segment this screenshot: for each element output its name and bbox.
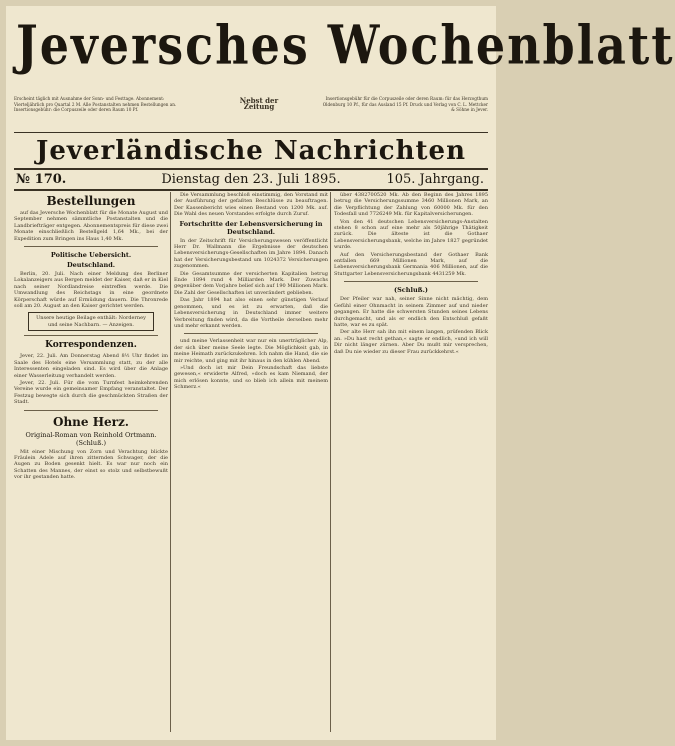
beilage-box: Unsere heutige Beilage enthält: Norderney und seine Nachbarn. — Anzeigen. (28, 312, 154, 331)
heading-bestellungen: Bestellungen (46, 194, 136, 208)
paragraph: und meine Verlassenheit war nur ein unerträglicher Alp, der sich über meine Seele legte. Die Möglichkeit gab, in meine Heimath zurückzukehren. Ich nahm die Hand, die sie mir reichte, und ging mit ihr hinaus in den kühlen Abend. (174, 338, 328, 364)
divider (24, 335, 158, 336)
paragraph: In der Zeitschrift für Versicherungswesen veröffentlicht Herr Dr. Wallmann die Ergebnisse der deutschen Lebensversicherungs-Gesellschaften im Jahre 1894. Danach hat der Versicherungsbestand um 1024372 Versicherungen zugenommen. (174, 237, 328, 270)
paragraph: Mit einer Mischung von Zorn und Verachtung blickte Fräulein Adele auf ihren zitternden Schwager, der die Augen zu Boden gesenkt hielt. Es war nur noch ein Schatten des Mannes, der einst so stolz und selbstbewußt vor ihr gestanden hatte. (14, 448, 168, 481)
column-1 (14, 192, 168, 732)
paragraph: über 4382700520 Mk. Ab den Beginn des Jahres 1895 betrug die Versicherungssumme 3460 Millionen Mark, an die Verpflichtung der Zahlung von 60000 Mk. für den Todesfall und 7726249 Mk. für Kapitalversicherungen. (334, 192, 488, 218)
masthead-title: Jeversches Wochenblatt (16, 14, 675, 77)
paragraph: Der alte Herr sah ihn mit einem langen, prüfenden Blick an. »Du hast recht gethan,« sagte er endlich, »und ich will Dir nicht länger zürnen. Aber Du mußt mir versprechen, daß Du nie wieder zu dieser Frau zurückkehrst.« (334, 329, 488, 355)
issue-date: Dienstag den 23. Juli 1895. (161, 172, 341, 187)
divider (344, 281, 478, 282)
paragraph: Der Pfeiler war nah, seiner Sinne nicht mächtig, dem Gefühl einer Ohnmacht in seinem Zimmer auf und nieder gegangen. Er hatte die schwersten Stunden seines Lebens durchgemacht, und als er endlich den Entschluß gefaßt hatte, war es zu spät. (334, 296, 488, 328)
divider (24, 246, 158, 247)
paragraph: Die Versammlung beschloß einstimmig, den Vorstand mit der Ausführung der gefaßten Beschlüsse zu beauftragen. Der Kassenbericht wies einen Bestand von 1200 Mk. auf. Die Wahl des neuen Vorstandes erfolgte durch Zuruf. (174, 192, 328, 218)
masthead-nebst: Nebst der Zeitung (239, 96, 279, 111)
heading-korrespondenzen: Korrespondenzen. (45, 340, 137, 351)
paragraph: Jever, 22. Juli. Am Donnerstag Abend 8½ Uhr findet im Saale des Hotels eine Versammlung statt, zu der alle Interessenten eingeladen sind. Es wird über die Anlage einer Wasserleitung verhandelt werden. (14, 353, 168, 379)
paragraph: auf das Jeversche Wochenblatt für die Monate August und September nehmen sämmtliche Postanstalten und die Landbriefträger entgegen. Abonnementspreis für diese zwei Monate einschließlich Bestellgeld 1,64 Mk., bei der Expedition zum Bringen ins Haus 1,40 Mk. (14, 210, 168, 242)
heading-politische-uebersicht: Politische Uebersicht. (50, 251, 132, 260)
issue-year: 105. Jahrgang. (386, 172, 484, 187)
heading-schluss: (Schluß.) (394, 286, 428, 295)
divider (24, 410, 158, 411)
masthead-right-info: Insertionsgebühr für die Corpuszeile oder deren Raum: für das Herzogthum Oldenburg 10 Pf., für das Ausland 15 Pf. Druck und Verlag von C. L. Mettcker & Söhne in Jever. (322, 96, 488, 113)
divider (14, 132, 488, 133)
paragraph: Jever, 22. Juli. Für die vom Turnfest heimkehrenden Vereine wurde ein gemeinsamer Empfang veranstaltet. Der Festzug bewegte sich durch die geschmückten Straßen der Stadt. (14, 379, 168, 406)
column-divider (170, 192, 171, 732)
heading-ohne-herz: Ohne Herz. (52, 414, 129, 429)
paragraph: Von den 41 deutschen Lebensversicherungs-Anstalten stehen 8 schon auf eine mehr als 50jährige Thätigkeit zurück. Die älteste ist die Gothaer Lebensversicherungsbank, welche im Jahre 1827 gegründet wurde. (334, 218, 488, 251)
feuilleton-byline: Original-Roman von Reinhold Ortmann. (Schluß.) (25, 430, 157, 447)
column-3 (334, 192, 488, 732)
paragraph: Auf den Versicherungsbestand der Gothaer Bank entfallen 669 Millionen Mark, auf die Lebensversicherungsbank Germania 406 Millionen, auf die Stuttgarter Lebensversicherungsbank 4431259 Mk. (334, 251, 488, 277)
divider (14, 168, 488, 170)
column-divider (330, 192, 331, 732)
heading-lebensversicherung: Fortschritte der Lebensversicherung in Deutschland. (179, 219, 323, 236)
column-2 (174, 192, 328, 732)
masthead-info (14, 96, 488, 136)
divider (14, 189, 488, 191)
paragraph: »Und doch ist mir Dein Freundschaft das liebste gewesen,« erwiderte Alfred, »doch es kam Niemand, der mich erlösen konnte, und so blieb ich allein mit meinem Schmerz.« (174, 364, 328, 391)
heading-deutschland: Deutschland. (66, 261, 116, 270)
paragraph: Das Jahr 1894 hat also einen sehr günstigen Verlauf genommen, und es ist zu erwarten, daß die Lebensversicherung in Deutschland immer weitere Verbreitung finden wird, da die Vortheile derselben mehr und mehr erkannt werden. (174, 297, 328, 329)
dateline (14, 172, 488, 188)
issue-number: № 170. (16, 172, 67, 187)
newspaper-page (6, 6, 675, 740)
divider (184, 333, 318, 334)
masthead-left-info: Erscheint täglich mit Ausnahme der Sonn- und Festtage. Abonnement: Vierteljährlich pro Quartal 2 M. Alle Postanstalten nehmen Bestellungen an. Insertionsgebühr: die Corpuszeile oder deren Raum 10 Pf. (14, 96, 177, 113)
paragraph: Die Gesamtsumme der versicherten Kapitalien betrug Ende 1894 rund 4 Milliarden Mark. Der Zuwachs gegenüber dem Vorjahre belief sich auf 190 Millionen Mark. Die Zahl der Gesellschaften ist unverändert geblieben. (174, 270, 328, 296)
paragraph: Berlin, 20. Juli. Nach einer Meldung des Berliner Lokalanzeigers aus Bergen meldet der Kaiser, daß er in Kiel nach seiner Nordlandreise eintreffen werde. Die Umwandlung des Reichstags in eine geordnete Körperschaft würde auf Ermüdung dauern. Die Thronrede soll am 20. August an den Kaiser gerichtet werden. (14, 271, 168, 310)
masthead-subtitle: Jeverländische Nachrichten (36, 136, 466, 166)
